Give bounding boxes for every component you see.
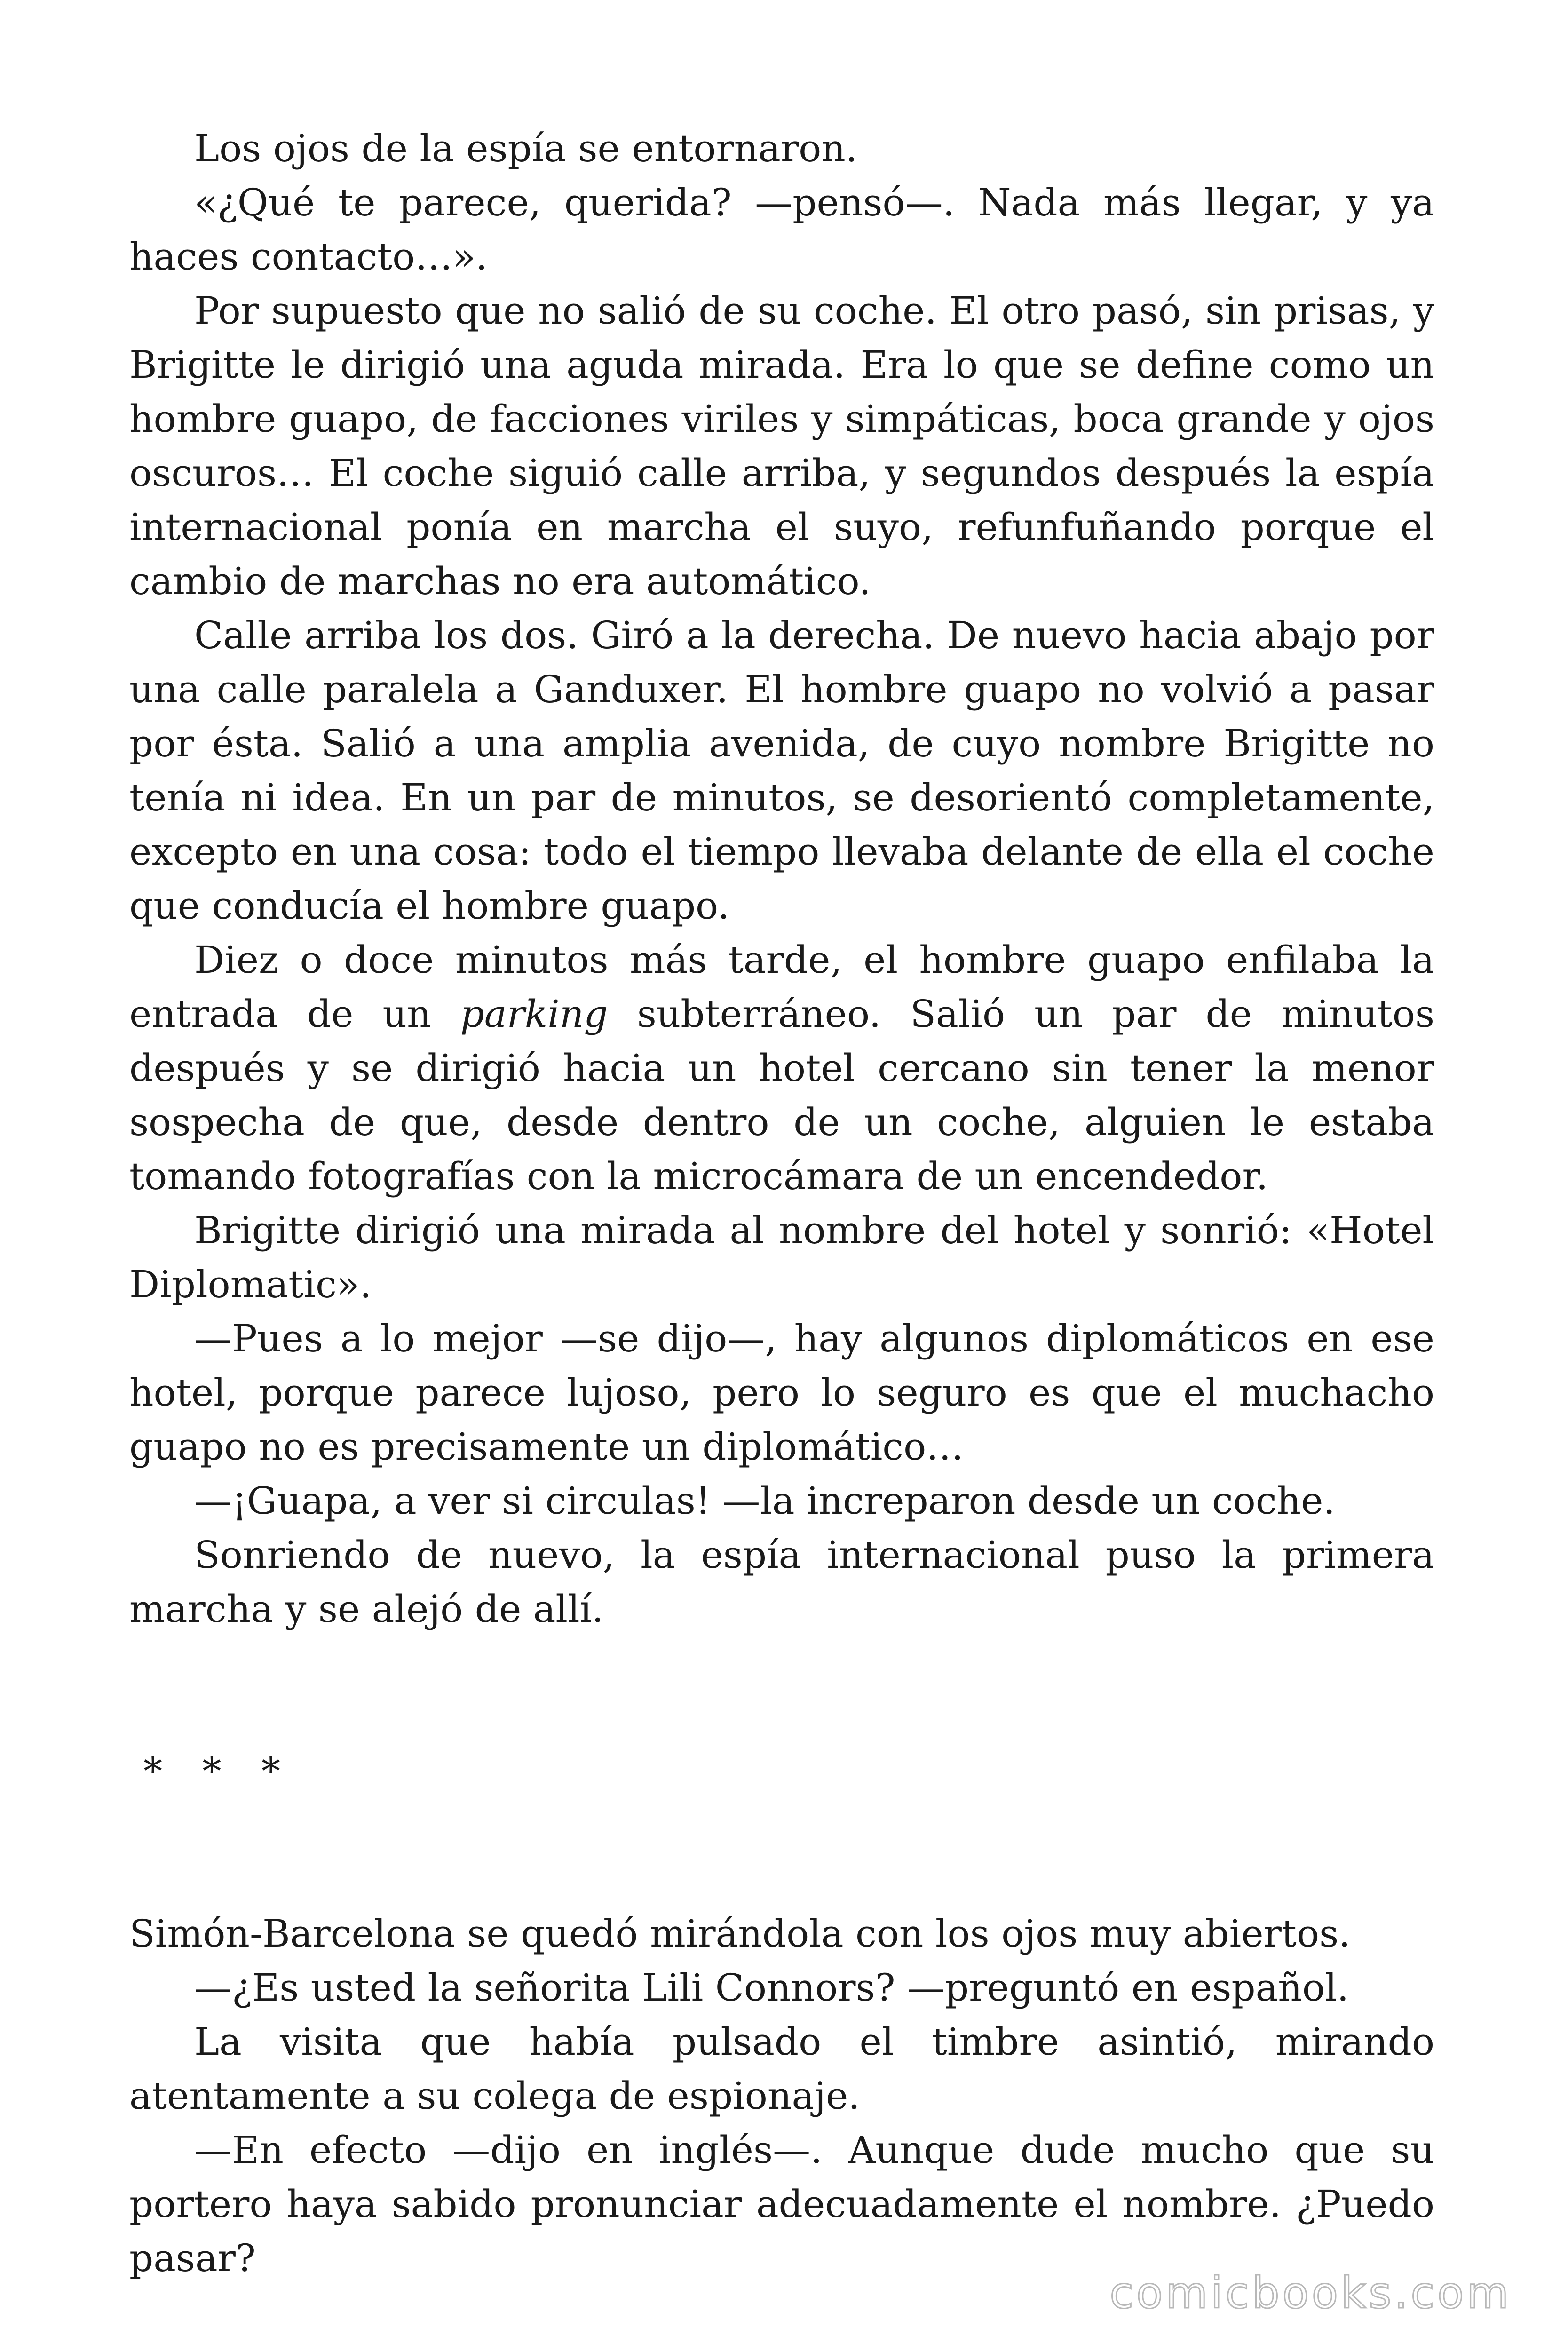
paragraph-5-part-2: subterráneo. Salió un par de minutos después y se dirigió hacia un hotel cercano sin tener la menor sospecha de que, desde dentro de un coche, alguien le estaba tomando fotografías con la microcámara de un encendedor.: [129, 992, 1434, 1198]
italic-word: parking: [460, 992, 608, 1036]
paragraph-1: Los ojos de la espía se entornaron.: [194, 127, 858, 170]
paragraph-12: La visita que había pulsado el timbre asintió, mirando atentamente a su colega de espionaje.: [129, 2020, 1434, 2118]
paragraph-2: «¿Qué te parece, querida? —pensó—. Nada más llegar, y ya haces contacto…».: [129, 181, 1434, 278]
paragraph-5-part-1: Diez o doce minutos más tarde, el hombre guapo enfilaba la entrada de un: [129, 938, 1434, 1036]
paragraph-10: Simón-Barcelona se quedó mirándola con los ojos muy abiertos.: [129, 1912, 1351, 1955]
scene-separator: * * *: [143, 1749, 294, 1793]
paragraph-9: Sonriendo de nuevo, la espía internacional puso la primera marcha y se alejó de allí.: [129, 1533, 1434, 1631]
paragraph-3: Por supuesto que no salió de su coche. El otro pasó, sin prisas, y Brigitte le dirigió una aguda mirada. Era lo que se define como un hombre guapo, de facciones viriles y simpáticas, boca grande y ojos oscuros… El coche siguió calle arriba, y segundos después la espía internacional ponía en marcha el suyo, refunfuñando porque el cambio de marchas no era automático.: [129, 289, 1434, 603]
paragraph-11: —¿Es usted la señorita Lili Connors? —preguntó en español.: [194, 1966, 1349, 2010]
paragraph-13: —En efecto —dijo en inglés—. Aunque dude mucho que su portero haya sabido pronunciar adecuadamente el nombre. ¿Puedo pasar?: [129, 2128, 1434, 2280]
paragraph-7: —Pues a lo mejor —se dijo—, hay algunos diplomáticos en ese hotel, porque parece lujoso, pero lo seguro es que el muchacho guapo no es precisamente un diplomático…: [129, 1317, 1434, 1469]
watermark-logo: comicbooks.com: [1109, 2268, 1512, 2318]
body-text: [129, 121, 1434, 2285]
paragraph-8: —¡Guapa, a ver si circulas! —la increparon desde un coche.: [194, 1479, 1335, 1523]
paragraph-4: Calle arriba los dos. Giró a la derecha. De nuevo hacia abajo por una calle paralela a Ganduxer. El hombre guapo no volvió a pasar por ésta. Salió a una amplia avenida, de cuyo nombre Brigitte no tenía ni idea. En un par de minutos, se desorientó completamente, excepto en una cosa: todo el tiempo llevaba delante de ella el coche que conducía el hombre guapo.: [129, 613, 1434, 928]
paragraph-6: Brigitte dirigió una mirada al nombre del hotel y sonrió: «Hotel Diplomatic».: [129, 1208, 1434, 1306]
paragraph-5: [129, 933, 1434, 1203]
